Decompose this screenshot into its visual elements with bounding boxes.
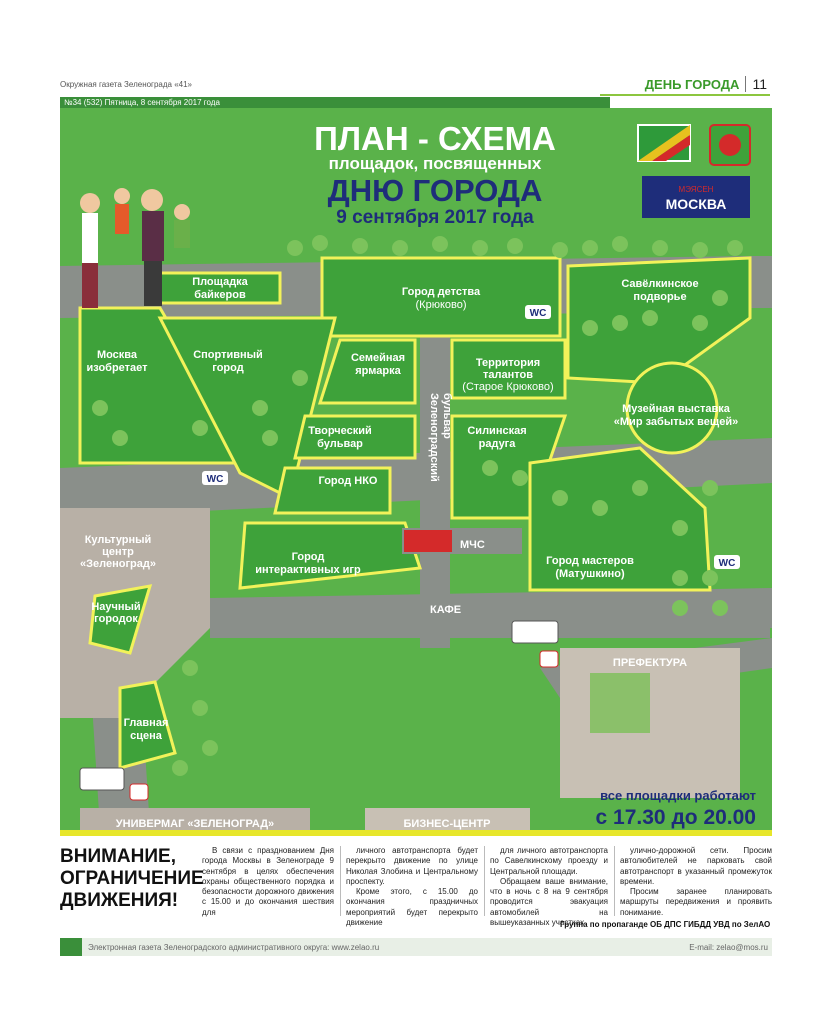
title-line3: ДНЮ ГОРОДА — [327, 173, 543, 208]
tree-icon — [672, 570, 688, 586]
newspaper-logo-icon — [60, 938, 82, 956]
title-line2: площадок, посвященных — [328, 154, 542, 173]
label-sport-1: Спортивный — [193, 349, 263, 361]
tree-icon — [482, 460, 498, 476]
tree-icon — [672, 600, 688, 616]
label-nko: Город НКО — [318, 475, 378, 487]
issue-line: №34 (532) Пятница, 8 сентября 2017 года — [60, 97, 610, 108]
tree-icon — [252, 400, 268, 416]
label-invent-2: изобретает — [86, 362, 148, 374]
label-fair-2: ярмарка — [355, 365, 401, 377]
mchs-label: МЧС — [460, 539, 485, 551]
fire-truck-icon — [404, 530, 452, 552]
section-title: ДЕНЬ ГОРОДА — [644, 76, 740, 92]
city-day-map — [60, 108, 772, 836]
label-talents-1: Территория — [475, 357, 541, 369]
tree-icon — [642, 310, 658, 326]
svg-text:Научныйгородок — [91, 601, 140, 625]
label-childhood-1: Город детства — [401, 286, 481, 298]
tree-icon — [702, 570, 718, 586]
notice-col2-text-a: личного автотранспорта будет перекрыто движение по улице Николая Злобина и Центральному проспекту. — [346, 846, 478, 886]
column-divider — [614, 846, 615, 916]
label-creative-1: Творческий — [308, 425, 372, 437]
wc-2: WC — [529, 308, 547, 319]
notice-col3-text-b: Обращаем ваше внимание, что в ночь с 8 на 9 сентября проводится эвакуация автомобилей на вышеуказанных участках — [490, 876, 608, 928]
footer-email[interactable]: E-mail: zelao@mos.ru — [689, 942, 768, 952]
tree-icon — [312, 235, 328, 251]
tree-icon — [552, 242, 568, 258]
tree-icon — [727, 240, 743, 256]
tree-icon — [202, 740, 218, 756]
svg-text:Город мастеров(Матушкино) — [546, 555, 634, 580]
label-science-2: городок — [94, 613, 138, 625]
street-label-2: бульвар — [441, 393, 453, 439]
tree-icon — [592, 500, 608, 516]
tree-icon — [612, 315, 628, 331]
moscow-logo — [642, 176, 750, 218]
label-creative-2: бульвар — [317, 438, 363, 450]
label-museum-1: Музейная выставка — [622, 403, 730, 415]
label-invent-1: Москва — [96, 349, 138, 361]
tree-icon — [712, 600, 728, 616]
label-rainbow-1: Силинская — [467, 425, 527, 437]
cafe-label: КАФЕ — [430, 604, 462, 616]
tree-icon — [352, 238, 368, 254]
notice-col2-text-b: Кроме этого, с 15.00 до окончания праздничных мероприятий будет перекрыто движение — [346, 887, 478, 928]
label-stage-2: сцена — [130, 730, 162, 742]
label-interactive-2: интерактивных игр — [255, 564, 361, 576]
column-divider — [340, 846, 341, 916]
label-culture-2: центр — [102, 546, 134, 558]
svg-text:Творческийбульвар — [308, 425, 372, 450]
tree-icon — [512, 470, 528, 486]
label-interactive-1: Город — [291, 551, 325, 563]
zone-creative — [295, 416, 415, 458]
label-bikers-2: байкеров — [194, 289, 246, 301]
page-footer — [60, 938, 772, 956]
column-divider — [484, 846, 485, 916]
svg-text:Семейнаяярмарка — [351, 352, 405, 377]
street-label: Зеленоградский — [428, 393, 440, 482]
title-line4: 9 сентября 2017 года — [336, 207, 534, 228]
tree-icon — [472, 240, 488, 256]
footer-website[interactable]: Электронная газета Зеленоградского административного округа: www.zelao.ru — [88, 942, 380, 952]
moscow-logo-text: МОСКВА — [665, 196, 727, 212]
label-bikers-1: Площадка — [192, 276, 248, 288]
label-savelki-1: Савёлкинское — [621, 278, 699, 290]
label-rainbow-2: радуга — [478, 438, 516, 450]
tree-icon — [507, 238, 523, 254]
wc-1: WC — [206, 474, 224, 485]
tree-icon — [192, 700, 208, 716]
hours-line1: все площадки работают — [600, 788, 756, 803]
tree-icon — [172, 760, 188, 776]
notice-col3-text-a: для личного автотранспорта по Савелкинскому проезду и Центральной площади. — [490, 846, 608, 876]
label-talents-3: (Старое Крюково) — [462, 381, 554, 393]
label-stage-1: Главная — [123, 717, 169, 729]
svg-text:Главнаясцена — [124, 717, 169, 742]
hours-line2: с 17.30 до 20.00 — [595, 806, 756, 829]
tree-icon — [582, 320, 598, 336]
mchs-area — [402, 528, 522, 554]
tree-icon — [392, 240, 408, 256]
tree-icon — [692, 315, 708, 331]
zelenograd-flag-icon — [638, 125, 690, 161]
label-sport-2: город — [212, 362, 244, 374]
moscow-logo-small: МЭЯСЕН — [678, 185, 714, 194]
prefecture-yard — [590, 673, 650, 733]
tree-icon — [632, 480, 648, 496]
tree-icon — [287, 240, 303, 256]
notice-signature: Группа по пропаганде ОБ ДПС ГИБДД УВД по ЗелАО — [560, 920, 771, 929]
label-childhood-2: (Крюково) — [415, 299, 467, 311]
tree-icon — [192, 420, 208, 436]
tree-icon — [692, 242, 708, 258]
label-science-1: Научный — [91, 601, 141, 613]
notice-column-3 — [490, 846, 608, 928]
label-culture-3: «Зеленоград» — [80, 558, 156, 570]
tree-icon — [112, 430, 128, 446]
page-number: 11 — [745, 76, 767, 92]
svg-text:Площадкабайкеров — [192, 276, 248, 301]
tree-icon — [552, 490, 568, 506]
tree-icon — [672, 520, 688, 536]
coat-of-arms-icon — [710, 125, 750, 165]
label-fair-1: Семейная — [350, 352, 406, 364]
tree-icon — [182, 660, 198, 676]
business-center-label: БИЗНЕС-ЦЕНТР — [403, 818, 491, 830]
label-masters-2: (Матушкино) — [555, 568, 625, 580]
notice-col1-text: В связи с празднованием Дня города Москвы в Зеленограде 9 сентября в целях обеспечения охраны общественного порядка и безопасности дорожного движения с 15.00 и до окончания шествия для — [202, 846, 334, 917]
title-line1: ПЛАН - СХЕМА — [314, 120, 556, 157]
tree-icon — [292, 370, 308, 386]
label-culture-1: Культурный — [84, 534, 152, 546]
tree-icon — [92, 400, 108, 416]
notice-title: ВНИМАНИЕ, ОГРАНИЧЕНИЕ ДВИЖЕНИЯ! — [60, 846, 204, 911]
tree-icon — [702, 480, 718, 496]
label-talents-2: талантов — [483, 369, 533, 381]
header-rule — [600, 94, 770, 96]
tree-icon — [712, 290, 728, 306]
wc-3: WC — [718, 558, 736, 569]
zone-interactive — [240, 523, 420, 588]
tree-icon — [612, 236, 628, 252]
notice-column-4 — [620, 846, 772, 918]
bottom-yellow-strip — [60, 830, 772, 836]
label-museum-2: «Мир забытых вещей» — [613, 416, 739, 428]
notice-col4-text-b: Просим заранее планировать маршруты передвижения и проявить понимание. — [620, 887, 772, 917]
label-savelki-2: подворье — [633, 291, 687, 303]
tree-icon — [582, 240, 598, 256]
notice-col4-text-a: улично-дорожной сети. Просим автолюбителей не парковать свой автотранспорт в указанный промежуток времени. — [620, 846, 772, 886]
notice-column-1 — [202, 846, 334, 918]
univermag-label: УНИВЕРМАГ «ЗЕЛЕНОГРАД» — [115, 818, 275, 830]
tree-icon — [262, 430, 278, 446]
section-header — [645, 76, 767, 92]
prefecture-label: ПРЕФЕКТУРА — [612, 657, 688, 669]
svg-text:Музейная выставка«Мир забытых — [614, 403, 738, 428]
paper-name: Окружная газета Зеленограда «41» — [60, 80, 193, 89]
notice-column-2 — [346, 846, 478, 928]
tree-icon — [432, 236, 448, 252]
label-masters-1: Город мастеров — [546, 555, 634, 567]
tree-icon — [652, 240, 668, 256]
